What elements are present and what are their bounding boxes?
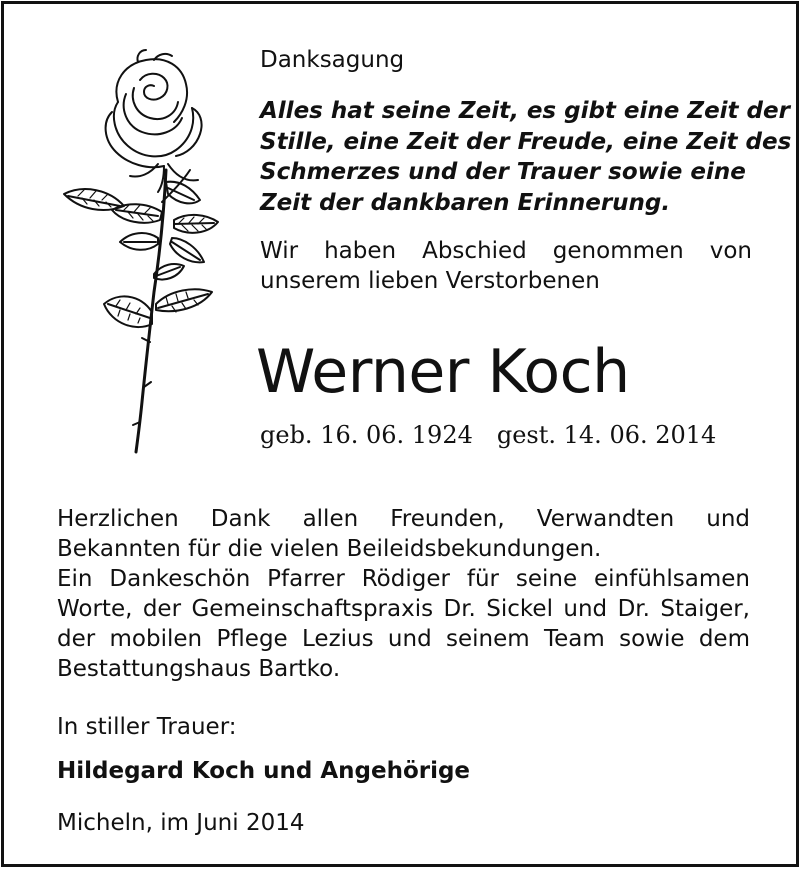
verse-line: Zeit der dankbaren Erinnerung. (260, 189, 671, 216)
verse-line: Alles hat seine Zeit, es gibt eine Zeit der (260, 98, 790, 124)
obituary-frame (1, 1, 799, 867)
verse-line: Stille, eine Zeit der Freude, eine Zeit des (260, 128, 792, 155)
farewell-line: Wir haben Abschied genommen von (260, 238, 752, 264)
verse-quote (260, 96, 792, 218)
thanks-line: Bestattungshaus Bartko. (57, 656, 341, 682)
thanks-line: der mobilen Pflege Lezius und seinem Team sowie dem (57, 626, 750, 652)
death-date: gest. 14. 06. 2014 (496, 421, 717, 449)
mourning-label: In stiller Trauer: (57, 714, 237, 740)
notice-heading: Danksagung (260, 47, 405, 73)
rose-icon (54, 42, 254, 462)
thanks-line: Ein Dankeschön Pfarrer Rödiger für seine einfühlsamen (57, 566, 750, 592)
verse-line: Schmerzes und der Trauer sowie eine (260, 159, 746, 185)
deceased-name: Werner Koch (256, 337, 630, 407)
birth-date: geb. 16. 06. 1924 (260, 421, 473, 449)
place-and-date: Micheln, im Juni 2014 (57, 810, 305, 836)
life-dates (260, 420, 716, 450)
thanks-paragraph (57, 504, 750, 684)
thanks-line: Worte, der Gemeinschaftspraxis Dr. Sickel und Dr. Staiger, (57, 596, 750, 622)
farewell-text (260, 236, 752, 296)
thanks-line: Herzlichen Dank allen Freunden, Verwandten und (57, 506, 750, 532)
thanks-line: Bekannten für die vielen Beileidsbekundungen. (57, 536, 602, 562)
farewell-line: unserem lieben Verstorbenen (260, 268, 600, 294)
mourners-names: Hildegard Koch und Angehörige (57, 758, 471, 784)
